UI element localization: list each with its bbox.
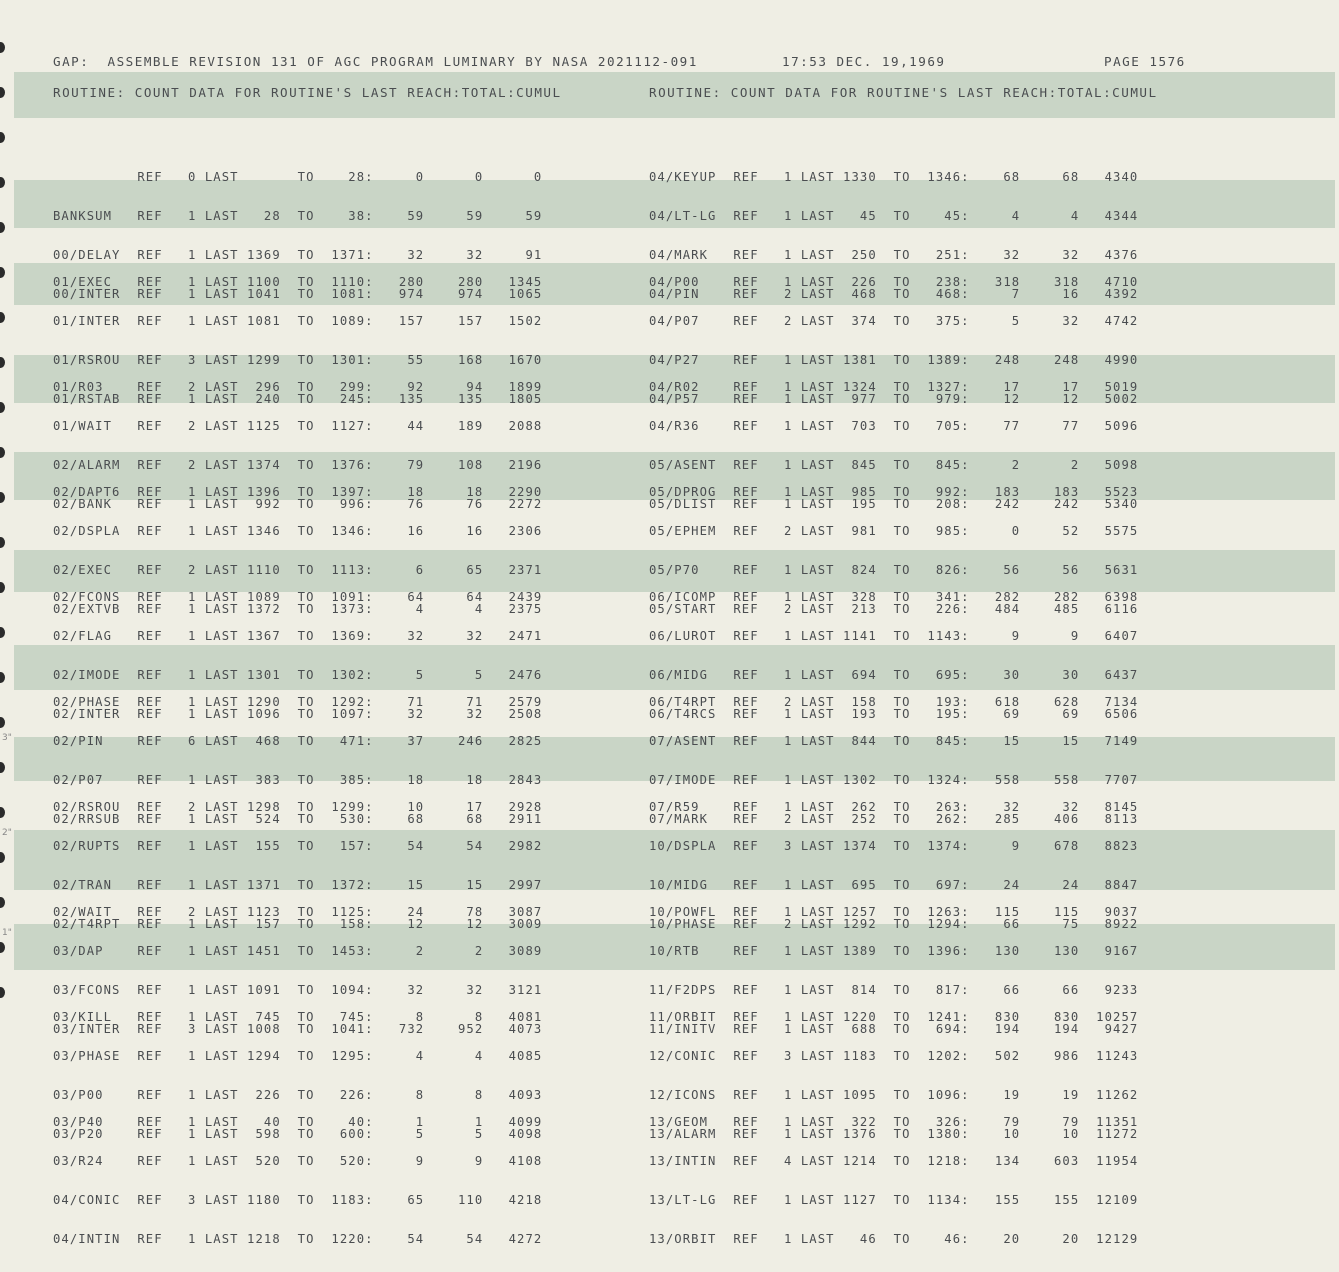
table-row: 01/RSROU REF 3 LAST 1299 TO 1301: 55 168 1670 <box>53 353 543 367</box>
table-row: 02/P07 REF 1 LAST 383 TO 385: 18 18 2843 <box>53 773 543 787</box>
feed-hole <box>0 987 5 998</box>
table-row: 02/BANK REF 1 LAST 992 TO 996: 76 76 2272 <box>53 497 543 511</box>
table-row: 04/P00 REF 1 LAST 226 TO 238: 318 318 4710 <box>649 275 1139 289</box>
table-row: 00/DELAY REF 1 LAST 1369 TO 1371: 32 32 91 <box>53 248 543 262</box>
table-row: 02/WAIT REF 2 LAST 1123 TO 1125: 24 78 3087 <box>53 905 543 919</box>
feed-hole <box>0 942 5 953</box>
table-row: 02/EXEC REF 2 LAST 1110 TO 1113: 6 65 2371 <box>53 563 543 577</box>
table-row: BANKSUM REF 1 LAST 28 TO 38: 59 59 59 <box>53 209 543 223</box>
table-row: 06/T4RCS REF 1 LAST 193 TO 195: 69 69 6506 <box>649 707 1139 721</box>
table-row: 02/PIN REF 6 LAST 468 TO 471: 37 246 2825 <box>53 734 543 748</box>
feed-hole <box>0 672 5 683</box>
table-row: 01/R03 REF 2 LAST 296 TO 299: 92 94 1899 <box>53 380 543 394</box>
feed-hole <box>0 717 5 728</box>
table-row: 03/INTER REF 3 LAST 1008 TO 1041: 732 952 4073 <box>53 1022 543 1036</box>
feed-hole <box>0 357 5 368</box>
feed-hole <box>0 762 5 773</box>
table-row: 13/ALARM REF 1 LAST 1376 TO 1380: 10 10 11272 <box>649 1127 1139 1141</box>
table-row: 02/EXTVB REF 1 LAST 1372 TO 1373: 4 4 2375 <box>53 602 543 616</box>
table-row: 03/KILL REF 1 LAST 745 TO 745: 8 8 4081 <box>53 1010 543 1024</box>
table-row: 13/INTIN REF 4 LAST 1214 TO 1218: 134 603 11954 <box>649 1154 1139 1168</box>
column-header-right: ROUTINE: COUNT DATA FOR ROUTINE'S LAST REACH:TOTAL:CUMUL <box>649 85 1158 100</box>
table-row: 06/LUROT REF 1 LAST 1141 TO 1143: 9 9 6407 <box>649 629 1139 643</box>
margin-mark: 3" <box>2 733 12 743</box>
table-row: 04/P27 REF 1 LAST 1381 TO 1389: 248 248 4990 <box>649 353 1139 367</box>
margin-mark: 2" <box>2 828 12 838</box>
feed-hole <box>0 267 5 278</box>
table-row: 06/ICOMP REF 1 LAST 328 TO 341: 282 282 6398 <box>649 590 1139 604</box>
table-row: 04/MARK REF 1 LAST 250 TO 251: 32 32 4376 <box>649 248 1139 262</box>
assembly-title: GAP: ASSEMBLE REVISION 131 OF AGC PROGRAM LUMINARY BY NASA 2021112-091 <box>53 54 698 69</box>
table-row: 04/R02 REF 1 LAST 1324 TO 1327: 17 17 5019 <box>649 380 1139 394</box>
table-row: 04/KEYUP REF 1 LAST 1330 TO 1346: 68 68 4340 <box>649 170 1139 184</box>
table-row: 04/P07 REF 2 LAST 374 TO 375: 5 32 4742 <box>649 314 1139 328</box>
table-row: 04/PIN REF 2 LAST 468 TO 468: 7 16 4392 <box>649 287 1139 301</box>
table-row: 02/ALARM REF 2 LAST 1374 TO 1376: 79 108 2196 <box>53 458 543 472</box>
table-row: 13/GEOM REF 1 LAST 322 TO 326: 79 79 11351 <box>649 1115 1139 1129</box>
table-row: 01/RSTAB REF 1 LAST 240 TO 245: 135 135 1805 <box>53 392 543 406</box>
table-row: 02/PHASE REF 1 LAST 1290 TO 1292: 71 71 2579 <box>53 695 543 709</box>
table-row: 04/INTIN REF 1 LAST 1218 TO 1220: 54 54 4272 <box>53 1232 543 1246</box>
table-row: 04/CONIC REF 3 LAST 1180 TO 1183: 65 110 4218 <box>53 1193 543 1207</box>
table-row: 05/ASENT REF 1 LAST 845 TO 845: 2 2 5098 <box>649 458 1139 472</box>
table-row: 10/PHASE REF 2 LAST 1292 TO 1294: 66 75 8922 <box>649 917 1139 931</box>
feed-hole <box>0 492 5 503</box>
table-row: 11/F2DPS REF 1 LAST 814 TO 817: 66 66 9233 <box>649 983 1139 997</box>
table-row: 02/IMODE REF 1 LAST 1301 TO 1302: 5 5 2476 <box>53 668 543 682</box>
table-row: 03/P40 REF 1 LAST 40 TO 40: 1 1 4099 <box>53 1115 543 1129</box>
table-row: 03/P20 REF 1 LAST 598 TO 600: 5 5 4098 <box>53 1127 543 1141</box>
table-row: 03/R24 REF 1 LAST 520 TO 520: 9 9 4108 <box>53 1154 543 1168</box>
table-row: 05/DLIST REF 1 LAST 195 TO 208: 242 242 5340 <box>649 497 1139 511</box>
table-row: 01/WAIT REF 2 LAST 1125 TO 1127: 44 189 2088 <box>53 419 543 433</box>
table-row: 03/PHASE REF 1 LAST 1294 TO 1295: 4 4 4085 <box>53 1049 543 1063</box>
table-row: 10/POWFL REF 1 LAST 1257 TO 1263: 115 115 9037 <box>649 905 1139 919</box>
table-row: 10/RTB REF 1 LAST 1389 TO 1396: 130 130 9167 <box>649 944 1139 958</box>
table-row: 12/ICONS REF 1 LAST 1095 TO 1096: 19 19 11262 <box>649 1088 1139 1102</box>
feed-hole <box>0 807 5 818</box>
feed-hole <box>0 222 5 233</box>
feed-hole <box>0 42 5 53</box>
column-header-left: ROUTINE: COUNT DATA FOR ROUTINE'S LAST REACH:TOTAL:CUMUL <box>53 85 562 100</box>
table-row: 02/FCONS REF 1 LAST 1089 TO 1091: 64 64 2439 <box>53 590 543 604</box>
table-row: 10/DSPLA REF 3 LAST 1374 TO 1374: 9 678 8823 <box>649 839 1139 853</box>
table-row: 04/P57 REF 1 LAST 977 TO 979: 12 12 5002 <box>649 392 1139 406</box>
table-row: 02/T4RPT REF 1 LAST 157 TO 158: 12 12 3009 <box>53 917 543 931</box>
feed-hole <box>0 852 5 863</box>
listing-column-right <box>649 119 1139 1246</box>
margin-mark: 1" <box>2 928 12 938</box>
feed-hole <box>0 312 5 323</box>
table-row: 03/P00 REF 1 LAST 226 TO 226: 8 8 4093 <box>53 1088 543 1102</box>
table-row: 02/DSPLA REF 1 LAST 1346 TO 1346: 16 16 2306 <box>53 524 543 538</box>
feed-hole <box>0 402 5 413</box>
table-row: 11/ORBIT REF 1 LAST 1220 TO 1241: 830 830 10257 <box>649 1010 1139 1024</box>
table-row: 02/TRAN REF 1 LAST 1371 TO 1372: 15 15 2997 <box>53 878 543 892</box>
table-row: 06/MIDG REF 1 LAST 694 TO 695: 30 30 6437 <box>649 668 1139 682</box>
table-row: 11/INITV REF 1 LAST 688 TO 694: 194 194 9427 <box>649 1022 1139 1036</box>
feed-hole <box>0 537 5 548</box>
table-row: 10/MIDG REF 1 LAST 695 TO 697: 24 24 8847 <box>649 878 1139 892</box>
table-row: 05/DPROG REF 1 LAST 985 TO 992: 183 183 5523 <box>649 485 1139 499</box>
listing-column-left <box>53 119 543 1246</box>
table-row: 04/LT-LG REF 1 LAST 45 TO 45: 4 4 4344 <box>649 209 1139 223</box>
table-row: 07/ASENT REF 1 LAST 844 TO 845: 15 15 7149 <box>649 734 1139 748</box>
table-row: 04/R36 REF 1 LAST 703 TO 705: 77 77 5096 <box>649 419 1139 433</box>
table-row: 02/FLAG REF 1 LAST 1367 TO 1369: 32 32 2471 <box>53 629 543 643</box>
page-number: PAGE 1576 <box>1104 54 1186 69</box>
table-row: 02/RSROU REF 2 LAST 1298 TO 1299: 10 17 2928 <box>53 800 543 814</box>
table-row: 13/LT-LG REF 1 LAST 1127 TO 1134: 155 155 12109 <box>649 1193 1139 1207</box>
feed-hole <box>0 447 5 458</box>
table-row: 05/P70 REF 1 LAST 824 TO 826: 56 56 5631 <box>649 563 1139 577</box>
feed-hole <box>0 87 5 98</box>
feed-hole <box>0 627 5 638</box>
table-row: 07/MARK REF 2 LAST 252 TO 262: 285 406 8113 <box>649 812 1139 826</box>
table-row: 03/FCONS REF 1 LAST 1091 TO 1094: 32 32 3121 <box>53 983 543 997</box>
feed-hole <box>0 582 5 593</box>
table-row: REF 0 LAST TO 28: 0 0 0 <box>53 170 543 184</box>
table-row: 00/INTER REF 1 LAST 1041 TO 1081: 974 974 1065 <box>53 287 543 301</box>
table-row: 07/IMODE REF 1 LAST 1302 TO 1324: 558 558 7707 <box>649 773 1139 787</box>
table-row: 05/START REF 2 LAST 213 TO 226: 484 485 6116 <box>649 602 1139 616</box>
feed-hole <box>0 177 5 188</box>
table-row: 07/R59 REF 1 LAST 262 TO 263: 32 32 8145 <box>649 800 1139 814</box>
table-row: 03/DAP REF 1 LAST 1451 TO 1453: 2 2 3089 <box>53 944 543 958</box>
table-row: 02/DAPT6 REF 1 LAST 1396 TO 1397: 18 18 2290 <box>53 485 543 499</box>
table-row: 02/RRSUB REF 1 LAST 524 TO 530: 68 68 2911 <box>53 812 543 826</box>
table-row: 02/INTER REF 1 LAST 1096 TO 1097: 32 32 2508 <box>53 707 543 721</box>
print-timestamp: 17:53 DEC. 19,1969 <box>782 54 946 69</box>
table-row: 06/T4RPT REF 2 LAST 158 TO 193: 618 628 7134 <box>649 695 1139 709</box>
table-row: 13/ORBIT REF 1 LAST 46 TO 46: 20 20 12129 <box>649 1232 1139 1246</box>
table-row: 12/CONIC REF 3 LAST 1183 TO 1202: 502 986 11243 <box>649 1049 1139 1063</box>
table-row: 05/EPHEM REF 2 LAST 981 TO 985: 0 52 5575 <box>649 524 1139 538</box>
table-row: 01/INTER REF 1 LAST 1081 TO 1089: 157 157 1502 <box>53 314 543 328</box>
table-row: 02/RUPTS REF 1 LAST 155 TO 157: 54 54 2982 <box>53 839 543 853</box>
table-row: 01/EXEC REF 1 LAST 1100 TO 1110: 280 280 1345 <box>53 275 543 289</box>
feed-hole <box>0 132 5 143</box>
feed-hole <box>0 897 5 908</box>
